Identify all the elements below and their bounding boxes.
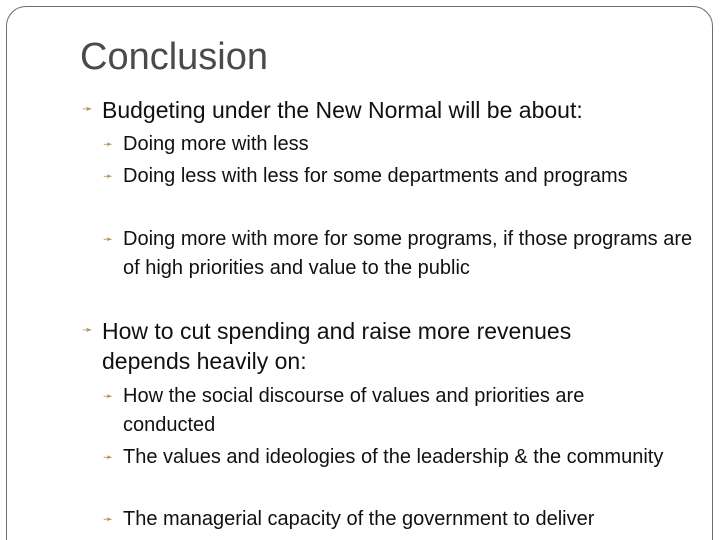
sub-bullet-1-1-text: Doing more with less: [123, 133, 309, 155]
bullet-arrow-icon: ➛: [103, 389, 114, 403]
bullet-arrow-icon: ➛: [103, 137, 114, 151]
sub-bullet-1-2: [103, 162, 673, 191]
bullet-arrow-icon: ➛: [103, 450, 114, 464]
sub-bullet-1-3: [103, 225, 693, 283]
bullet-1-text: Budgeting under the New Normal will be about:: [102, 97, 583, 123]
sub-bullet-2-3: [103, 505, 663, 534]
sub-bullet-2-3-text: The managerial capacity of the government to deliver: [123, 508, 595, 530]
bullet-1: [82, 95, 682, 125]
bullet-2: [82, 316, 662, 376]
sub-bullet-2-2: [103, 443, 683, 472]
sub-bullet-1-1: [103, 130, 683, 159]
bullet-arrow-icon: ➛: [103, 512, 114, 526]
slide-title: Conclusion: [80, 36, 268, 78]
sub-bullet-1-2-text: Doing less with less for some departments and programs: [123, 165, 628, 187]
bullet-arrow-icon: ➛: [82, 102, 93, 117]
sub-bullet-2-1-text: How the social discourse of values and priorities are conducted: [123, 385, 585, 436]
bullet-arrow-icon: ➛: [82, 323, 93, 338]
sub-bullet-1-3-text: Doing more with more for some programs, if those programs are of high priorities and value to the public: [123, 228, 693, 279]
bullet-2-text: How to cut spending and raise more revenues depends heavily on:: [102, 318, 572, 374]
bullet-arrow-icon: ➛: [103, 232, 114, 246]
sub-bullet-2-1: [103, 382, 673, 440]
bullet-arrow-icon: ➛: [103, 169, 114, 183]
sub-bullet-2-2-text: The values and ideologies of the leadership & the community: [123, 446, 664, 468]
